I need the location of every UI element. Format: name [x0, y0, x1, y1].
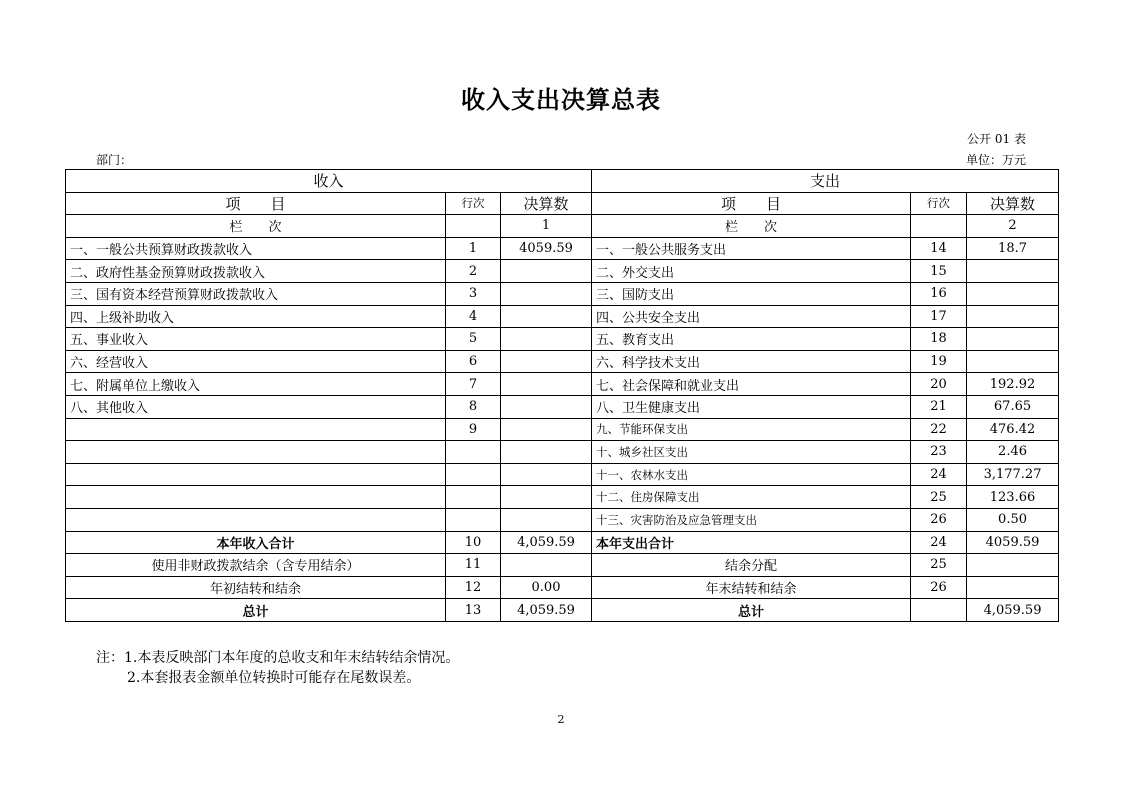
income-value	[501, 350, 592, 373]
income-value	[501, 418, 592, 441]
expense-row-no: 24	[911, 463, 967, 486]
expense-row-no: 22	[911, 418, 967, 441]
expense-row-no: 19	[911, 350, 967, 373]
income-row-no: 8	[446, 395, 501, 418]
budget-summary-table	[65, 169, 1059, 622]
income-total-label: 本年收入合计	[66, 531, 446, 554]
income-row-no: 4	[446, 305, 501, 328]
expense-value: 2.46	[967, 441, 1059, 464]
begin-carryover-no: 12	[446, 576, 501, 599]
expense-value: 192.92	[967, 373, 1059, 396]
unit-label: 单位：万元	[965, 153, 1026, 167]
income-section-header: 收入	[66, 170, 592, 193]
form-number: 公开 01 表	[967, 132, 1026, 146]
income-value	[501, 486, 592, 509]
empty-cell	[911, 215, 967, 238]
expense-row-no: 14	[911, 237, 967, 260]
income-row-no	[446, 508, 501, 531]
surplus-distribution-no: 25	[911, 554, 967, 577]
income-value	[501, 282, 592, 305]
expense-value: 123.66	[967, 486, 1059, 509]
expense-row-no: 21	[911, 395, 967, 418]
income-value	[501, 395, 592, 418]
income-item: 三、国有资本经营预算财政拨款收入	[66, 282, 446, 305]
nonfiscal-label: 使用非财政拨款结余（含专用结余）	[66, 554, 446, 577]
expense-value	[967, 282, 1059, 305]
income-row-no	[446, 441, 501, 464]
table-row	[66, 350, 1059, 373]
income-value	[501, 305, 592, 328]
expense-row-no: 17	[911, 305, 967, 328]
expense-row-no: 16	[911, 282, 967, 305]
income-value	[501, 328, 592, 351]
table-row	[66, 441, 1059, 464]
column-index-row	[66, 215, 1059, 238]
expense-column-index: 2	[967, 215, 1059, 238]
expense-row-no: 25	[911, 486, 967, 509]
expense-item: 四、公共安全支出	[592, 305, 911, 328]
expense-total-label: 本年支出合计	[592, 531, 911, 554]
empty-cell	[501, 554, 592, 577]
empty-cell	[967, 576, 1059, 599]
income-item	[66, 486, 446, 509]
expense-item: 十一、农林水支出	[592, 463, 911, 486]
empty-cell	[911, 599, 967, 622]
income-item: 五、事业收入	[66, 328, 446, 351]
expense-value	[967, 305, 1059, 328]
expense-column-label: 栏 次	[592, 215, 911, 238]
grand-total-expense-label: 总计	[592, 599, 911, 622]
expense-item: 九、节能环保支出	[592, 418, 911, 441]
begin-carryover-value: 0.00	[501, 576, 592, 599]
income-value	[501, 373, 592, 396]
grand-total-income-label: 总计	[66, 599, 446, 622]
expense-rowno-header: 行次	[911, 192, 967, 215]
table-row	[66, 237, 1059, 260]
table-row	[66, 486, 1059, 509]
income-item: 六、经营收入	[66, 350, 446, 373]
column-header-row	[66, 192, 1059, 215]
carryover-row	[66, 576, 1059, 599]
income-row-no: 3	[446, 282, 501, 305]
expense-item: 二、外交支出	[592, 260, 911, 283]
expense-value: 476.42	[967, 418, 1059, 441]
income-item	[66, 508, 446, 531]
expense-total-value: 4059.59	[967, 531, 1059, 554]
expense-item: 五、教育支出	[592, 328, 911, 351]
section-header-row	[66, 170, 1059, 193]
expense-amount-header: 决算数	[967, 192, 1059, 215]
income-item: 七、附属单位上缴收入	[66, 373, 446, 396]
expense-item: 十二、住房保障支出	[592, 486, 911, 509]
note-line-2: 2.本套报表金额单位转换时可能存在尾数误差。	[127, 670, 421, 686]
table-row	[66, 305, 1059, 328]
begin-carryover-label: 年初结转和结余	[66, 576, 446, 599]
end-carryover-no: 26	[911, 576, 967, 599]
income-column-label: 栏 次	[66, 215, 446, 238]
expense-item: 七、社会保障和就业支出	[592, 373, 911, 396]
table-row	[66, 395, 1059, 418]
expense-value: 3,177.27	[967, 463, 1059, 486]
surplus-distribution-label: 结余分配	[592, 554, 911, 577]
income-value	[501, 260, 592, 283]
income-total-no: 10	[446, 531, 501, 554]
expense-item: 三、国防支出	[592, 282, 911, 305]
note-line-1: 注：1.本表反映部门本年度的总收支和年末结转结余情况。	[96, 650, 460, 666]
income-total-value: 4,059.59	[501, 531, 592, 554]
empty-cell	[446, 215, 501, 238]
table-row	[66, 418, 1059, 441]
expense-item-header: 项 目	[592, 192, 911, 215]
expense-row-no: 23	[911, 441, 967, 464]
income-value	[501, 508, 592, 531]
table-row	[66, 260, 1059, 283]
table-row	[66, 508, 1059, 531]
income-item	[66, 441, 446, 464]
total-row	[66, 531, 1059, 554]
expense-value	[967, 350, 1059, 373]
grand-total-row	[66, 599, 1059, 622]
expense-item: 十、城乡社区支出	[592, 441, 911, 464]
income-row-no: 6	[446, 350, 501, 373]
grand-total-expense-value: 4,059.59	[967, 599, 1059, 622]
expense-row-no: 15	[911, 260, 967, 283]
income-row-no: 9	[446, 418, 501, 441]
expense-row-no: 20	[911, 373, 967, 396]
expense-value: 67.65	[967, 395, 1059, 418]
expense-section-header: 支出	[592, 170, 1059, 193]
table-row	[66, 282, 1059, 305]
income-row-no	[446, 486, 501, 509]
expense-item: 一、一般公共服务支出	[592, 237, 911, 260]
income-item: 一、一般公共预算财政拨款收入	[66, 237, 446, 260]
expense-row-no: 18	[911, 328, 967, 351]
end-carryover-label: 年末结转和结余	[592, 576, 911, 599]
nonfiscal-row	[66, 554, 1059, 577]
empty-cell	[967, 554, 1059, 577]
table-row	[66, 373, 1059, 396]
income-item: 二、政府性基金预算财政拨款收入	[66, 260, 446, 283]
income-item: 八、其他收入	[66, 395, 446, 418]
income-row-no	[446, 463, 501, 486]
income-row-no: 2	[446, 260, 501, 283]
income-rowno-header: 行次	[446, 192, 501, 215]
income-item	[66, 418, 446, 441]
page-number: 2	[557, 713, 565, 726]
expense-value: 18.7	[967, 237, 1059, 260]
income-row-no: 1	[446, 237, 501, 260]
nonfiscal-no: 11	[446, 554, 501, 577]
table-body	[66, 237, 1059, 621]
expense-value	[967, 260, 1059, 283]
income-item	[66, 463, 446, 486]
income-value: 4059.59	[501, 237, 592, 260]
expense-total-no: 24	[911, 531, 967, 554]
income-value	[501, 463, 592, 486]
grand-total-no: 13	[446, 599, 501, 622]
table-row	[66, 328, 1059, 351]
income-amount-header: 决算数	[501, 192, 592, 215]
expense-value	[967, 328, 1059, 351]
income-item-header: 项 目	[66, 192, 446, 215]
expense-item: 六、科学技术支出	[592, 350, 911, 373]
income-value	[501, 441, 592, 464]
income-column-index: 1	[501, 215, 592, 238]
department-label: 部门：	[96, 153, 133, 167]
expense-value: 0.50	[967, 508, 1059, 531]
expense-item: 八、卫生健康支出	[592, 395, 911, 418]
expense-row-no: 26	[911, 508, 967, 531]
page-title: 收入支出决算总表	[461, 86, 661, 114]
income-item: 四、上级补助收入	[66, 305, 446, 328]
income-row-no: 7	[446, 373, 501, 396]
table-row	[66, 463, 1059, 486]
grand-total-income-value: 4,059.59	[501, 599, 592, 622]
expense-item: 十三、灾害防治及应急管理支出	[592, 508, 911, 531]
income-row-no: 5	[446, 328, 501, 351]
